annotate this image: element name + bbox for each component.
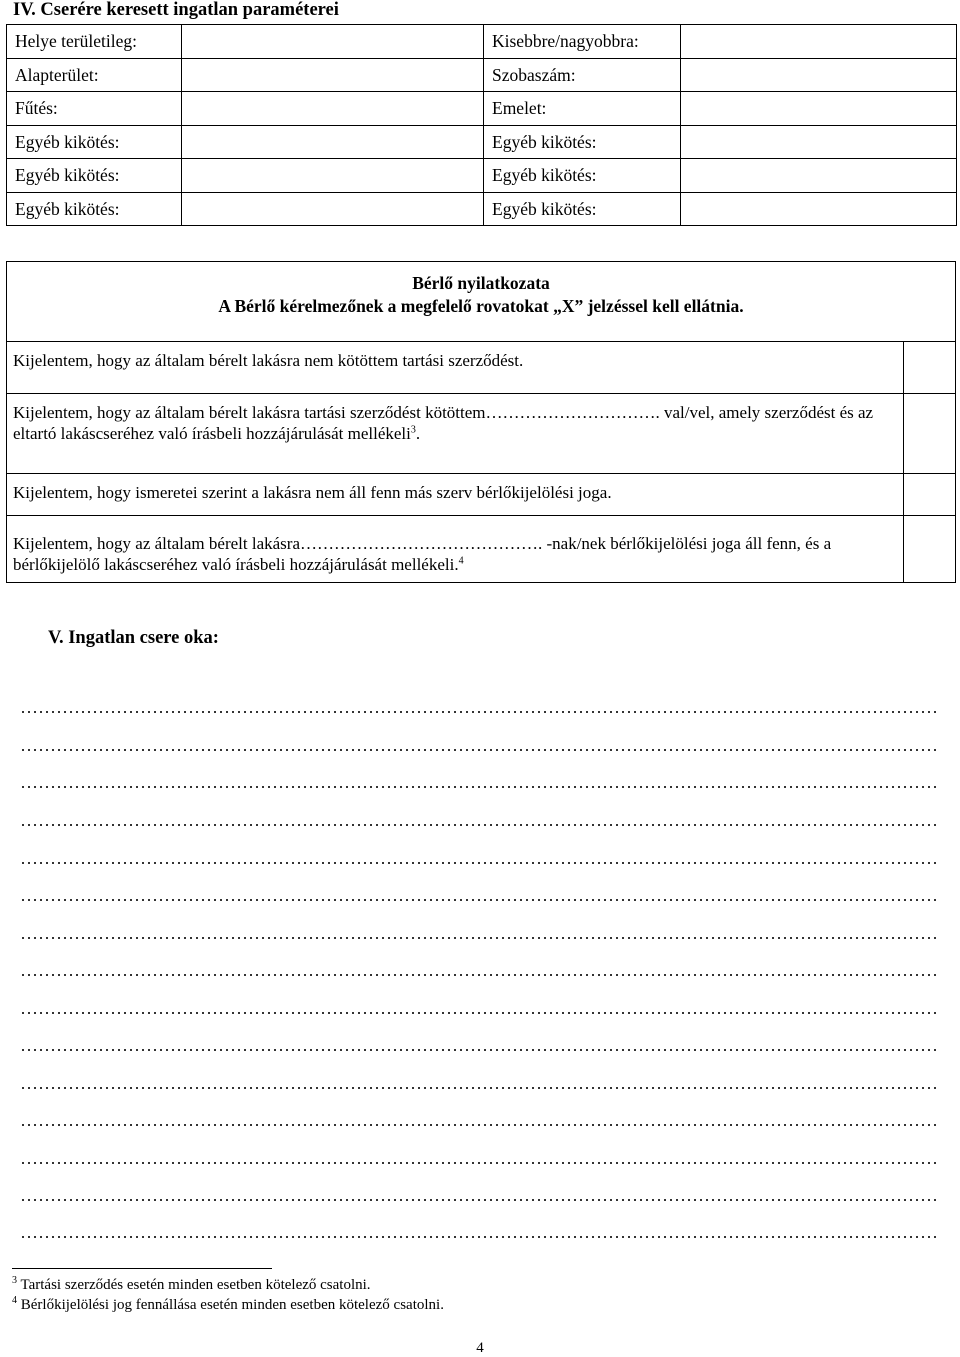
declaration-checkbox[interactable] bbox=[903, 516, 955, 582]
declaration-text: Kijelentem, hogy az általam bérelt lakásra tartási szerződést kötöttem…………………………. val/vel, amely szerződést és az eltartó lakáscseréhez való írásbeli hozzájárulását mellékeli$^3$. bbox=[13, 403, 874, 443]
param-value-field[interactable] bbox=[681, 125, 957, 159]
table-row bbox=[7, 92, 957, 126]
param-value-field[interactable] bbox=[681, 159, 957, 193]
declaration-instruction: A Bérlő kérelmezőnek a megfelelő rovatokat „X” jelzéssel kell ellátnia. bbox=[218, 296, 744, 316]
tenant-declaration-box bbox=[6, 261, 956, 583]
param-value-field[interactable] bbox=[681, 92, 957, 126]
declaration-text: Kijelentem, hogy az általam bérelt lakásra nem kötöttem tartási szerződést. bbox=[13, 351, 524, 370]
declaration-title: Bérlő nyilatkozata bbox=[412, 273, 550, 293]
section-4-title: IV. Cserére keresett ingatlan paraméterei bbox=[13, 0, 339, 20]
reason-dotted-line[interactable] bbox=[20, 937, 940, 939]
section-5-title: V. Ingatlan csere oka: bbox=[48, 628, 219, 648]
declaration-checkbox[interactable] bbox=[903, 394, 955, 473]
param-value-field[interactable] bbox=[681, 25, 957, 59]
declaration-row bbox=[7, 394, 955, 474]
reason-dotted-line[interactable] bbox=[20, 786, 940, 788]
table-row bbox=[7, 58, 957, 92]
param-label: Helye területileg: bbox=[7, 25, 182, 59]
table-row bbox=[7, 159, 957, 193]
param-value-field[interactable] bbox=[182, 58, 484, 92]
param-value-field[interactable] bbox=[182, 25, 484, 59]
param-value-field[interactable] bbox=[182, 92, 484, 126]
reason-dotted-line[interactable] bbox=[20, 1162, 940, 1164]
reason-dotted-line[interactable] bbox=[20, 1087, 940, 1089]
param-value-field[interactable] bbox=[182, 159, 484, 193]
declaration-text: Kijelentem, hogy az általam bérelt lakásra……………………………………. -nak/nek bérlőkijelölési joga áll fenn, és a bérlőkijelölő lakáscseréhez való írásbeli hozzájárulását mellékeli.$^4$ bbox=[13, 534, 832, 574]
declaration-row bbox=[7, 516, 955, 582]
reason-dotted-line[interactable] bbox=[20, 711, 940, 713]
reason-dotted-line[interactable] bbox=[20, 1236, 940, 1238]
reason-dotted-line[interactable] bbox=[20, 1049, 940, 1051]
declaration-checkbox[interactable] bbox=[903, 342, 955, 393]
declaration-row bbox=[7, 342, 955, 394]
reason-dotted-line[interactable] bbox=[20, 974, 940, 976]
footnote: $^4$ Bérlőkijelölési jog fennállása esetén minden esetben kötelező csatolni. bbox=[12, 1295, 444, 1313]
declaration-row bbox=[7, 474, 955, 516]
param-label: Egyéb kikötés: bbox=[484, 159, 681, 193]
reason-dotted-line[interactable] bbox=[20, 862, 940, 864]
param-label: Szobaszám: bbox=[484, 58, 681, 92]
declaration-checkbox[interactable] bbox=[903, 474, 955, 515]
param-label: Emelet: bbox=[484, 92, 681, 126]
table-row bbox=[7, 192, 957, 226]
footnote-ref: 4 bbox=[458, 555, 464, 567]
reason-dotted-line[interactable] bbox=[20, 1012, 940, 1014]
parameters-table bbox=[6, 24, 957, 226]
page-number: 4 bbox=[476, 1340, 484, 1356]
param-value-field[interactable] bbox=[182, 192, 484, 226]
param-label: Kisebbre/nagyobbra: bbox=[484, 25, 681, 59]
param-label: Egyéb kikötés: bbox=[7, 125, 182, 159]
param-value-field[interactable] bbox=[182, 125, 484, 159]
declaration-header bbox=[7, 262, 955, 342]
param-value-field[interactable] bbox=[681, 192, 957, 226]
param-label: Alapterület: bbox=[7, 58, 182, 92]
declaration-text: Kijelentem, hogy ismeretei szerint a lakásra nem áll fenn más szerv bérlőkijelölési joga. bbox=[13, 483, 612, 502]
reason-dotted-line[interactable] bbox=[20, 1199, 940, 1201]
reason-dotted-line[interactable] bbox=[20, 824, 940, 826]
param-label: Fűtés: bbox=[7, 92, 182, 126]
param-label: Egyéb kikötés: bbox=[7, 159, 182, 193]
param-value-field[interactable] bbox=[681, 58, 957, 92]
table-row bbox=[7, 25, 957, 59]
footnote: $^3$ Tartási szerződés esetén minden esetben kötelező csatolni. bbox=[12, 1275, 371, 1293]
param-label: Egyéb kikötés: bbox=[484, 125, 681, 159]
reason-dotted-line[interactable] bbox=[20, 749, 940, 751]
footnote-separator bbox=[12, 1268, 272, 1269]
param-label: Egyéb kikötés: bbox=[7, 192, 182, 226]
reason-dotted-line[interactable] bbox=[20, 899, 940, 901]
table-row bbox=[7, 125, 957, 159]
footnote-ref: 3 bbox=[410, 424, 416, 436]
param-label: Egyéb kikötés: bbox=[484, 192, 681, 226]
reason-dotted-line[interactable] bbox=[20, 1124, 940, 1126]
